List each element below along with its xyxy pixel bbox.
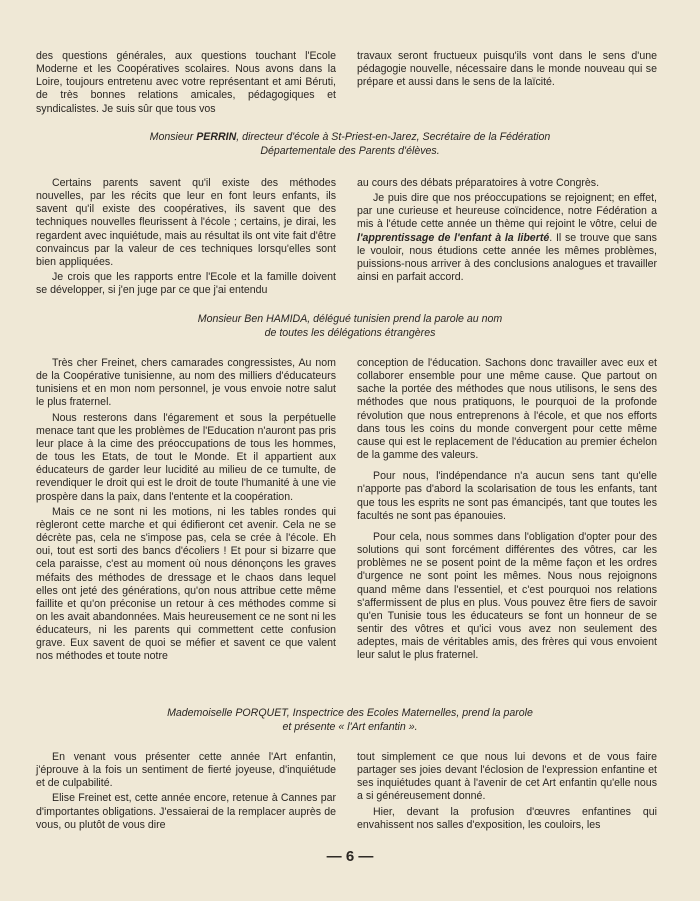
heading-line-1: Monsieur Ben HAMIDA, délégué tunisien prend la parole au nom xyxy=(197,313,503,325)
hamida-heading xyxy=(80,312,620,340)
perrin-columns xyxy=(36,177,657,297)
porquet-columns xyxy=(36,751,657,832)
intro-columns xyxy=(36,50,657,116)
heading-line-2: et présente « l'Art enfantin ». xyxy=(282,721,418,733)
heading-line-2: Départementale des Parents d'élèves. xyxy=(260,145,440,157)
page-number: — 6 — xyxy=(326,848,374,865)
emphasis: l'apprentissage de l'enfant à la liberté xyxy=(357,231,550,244)
hamida-right-column xyxy=(357,357,657,664)
paragraph: Je crois que les rapports entre l'Ecole et la famille doivent se développer, si j'en juge par ce que j'ai entendu xyxy=(36,271,336,297)
perrin-left-column xyxy=(36,177,336,297)
paragraph: Je puis dire que nos préoccupations se rejoignent; en effet, par une curieuse et heureuse coïncidence, notre Fédération a mis à l'étude cette année un thème qui rejoint le vôtre, celui de l'apprentissage de l'enfant à la liberté. Il se trouve que sans le vouloir, nous étudions cette année les mêmes problèmes, puissions-nous arriver à des conclusions analogues et travailler ainsi en parfait accord. xyxy=(357,192,657,284)
heading-line-1: Mademoiselle PORQUET, Inspectrice des Ecoles Maternelles, prend la parole xyxy=(167,707,533,719)
heading-line-1: , directeur d'école à St-Priest-en-Jarez, Secrétaire de la Fédération xyxy=(236,131,551,143)
paragraph: En venant vous présenter cette année l'Art enfantin, j'éprouve à la fois un sentiment de fierté joyeuse, d'inquiétude et de culpabilité. xyxy=(36,751,336,790)
paragraph: au cours des débats préparatoires à votre Congrès. xyxy=(357,177,600,189)
paragraph: Pour nous, l'indépendance n'a aucun sens tant qu'elle n'apporte pas d'abord la scolarisation de tous les enfants, tant que tous les esprits ne sont pas émancipés, tant que toutes les facultés ne sont pas épanouies. xyxy=(357,470,657,522)
hamida-columns xyxy=(36,357,657,664)
paragraph: des questions générales, aux questions touchant l'Ecole Moderne et les Coopératives scolaires. Nous avons dans la Loire, toujours entretenu avec votre représentant et ami Béruti, de très bonnes relations amicales, pédagogiques et syndicalistes. Je suis sûr que tous vos xyxy=(36,50,336,115)
paragraph: travaux seront fructueux puisqu'ils vont dans le sens d'une pédagogie nouvelle, nécessaire dans le monde nouveau qui se prépare et aussi dans le sens de la laïcité. xyxy=(357,50,657,89)
paragraph: tout simplement ce que nous lui devons et de vous faire partager ses joies devant l'éclosion de l'expression enfantine et ses inquiétudes quant à l'avenir de cet Art enfantin qu'elle nous a si généreusement donné. xyxy=(357,751,657,803)
paragraph: Hier, devant la profusion d'œuvres enfantines qui envahissent nos salles d'exposition, les couloirs, les xyxy=(357,805,657,831)
porquet-right-column xyxy=(357,751,657,832)
paragraph: Nous resterons dans l'égarement et sous la perpétuelle menace tant que les problèmes de l'Education n'auront pas pris leur place à la cime des préoccupations de tous les hommes, de tous les Etats, de tout le Monde. Et il appartient aux éducateurs de garder leur lucidité au milieu de ce tumulte, de revendiquer le droit qui est le droit de toute l'humanité à une vie prospère dans la paix, dans l'entente et la coopération. xyxy=(36,411,336,503)
paragraph: Mais ce ne sont ni les motions, ni les tables rondes qui règleront cette marche et qui édifieront cet avenir. Cela ne se décrète pas, cela ne s'impose pas, cela se crée à l'école. Eh oui, tout est sorti des bancs d'écoliers ! Et pour si bizarre que cela paraisse, c'est au moment où nous dénonçons les graves méfaits des méthodes de dressage et le chaos dans lequel elles ont jeté des générations, qu'on nous attribue cette même faillite et qu'on préconise un retour à ces méthodes comme si on les avait abandonnées. Mais heureusement ce ne sont ni les éducateurs, ni les parents qui commettent cette confusion grave. Eux savent de quoi se méfier et savent ce que valent nos méthodes et toute notre xyxy=(36,505,336,663)
heading-line-2: de toutes les délégations étrangères xyxy=(264,327,436,339)
intro-right-column xyxy=(357,50,657,116)
paragraph: Certains parents savent qu'il existe des méthodes nouvelles, par les récits que leur en font leurs enfants, ils savent qu'il existe des coopératives, ils savent que des techniques nouvelles fleurissent à l'école ; certains, je dirai, les regardent avec inquiétude, mais au résultat ils ont vite fait d'être convaincus par la valeur de ces techniques lorsqu'elles sont bien appliquées. xyxy=(36,177,336,268)
paragraph: Pour cela, nous sommes dans l'obligation d'opter pour des solutions qui sont forcément différentes des vôtres, car les problèmes ne se posent point de la même façon et les ordres d'urgence ne sont point les mêmes. Nous nous rejoignons quand même dans l'essentiel, et c'est pourquoi nos relations s'affermissent de plus en plus. Vous pouvez être fiers de savoir qu'en Tunisie tous les éducateurs se font un honneur de se sentir des vôtres et qu'ici vous avez non seulement des adeptes, mais de véritables amis, des frères qui vous envoient leur salut le plus fraternel. xyxy=(357,530,657,662)
perrin-heading xyxy=(80,130,620,158)
paragraph: conception de l'éducation. Sachons donc travailler avec eux et collaborer ensemble pour une même cause. Que partout on sache la portée des méthodes que nous utilisons, le sens des méthodes que nous pratiquons, le pourquoi de la profonde révolution que nous entreprenons à l'école, et que nos efforts dans tous les coins du monde convergent pour cette même cause qui est le replacement de l'éducation au premier échelon de la gamme des valeurs. xyxy=(357,357,657,462)
paragraph: Très cher Freinet, chers camarades congressistes, Au nom de la Coopérative tunisienne, au nom des milliers d'éducateurs tunisiens et en mon nom personnel, je vous envoie notre salut le plus fraternel. xyxy=(36,357,336,409)
paragraph: Elise Freinet est, cette année encore, retenue à Cannes par d'importantes obligations. J'essaierai de la remplacer auprès de vous, ou plutôt de vous dire xyxy=(36,792,336,831)
hamida-left-column xyxy=(36,357,336,664)
speaker-name: PERRIN xyxy=(196,131,237,143)
intro-left-column xyxy=(36,50,336,116)
porquet-heading xyxy=(80,706,620,734)
perrin-right-column xyxy=(357,177,657,297)
heading-prefix: Monsieur xyxy=(149,131,194,143)
porquet-left-column xyxy=(36,751,336,832)
